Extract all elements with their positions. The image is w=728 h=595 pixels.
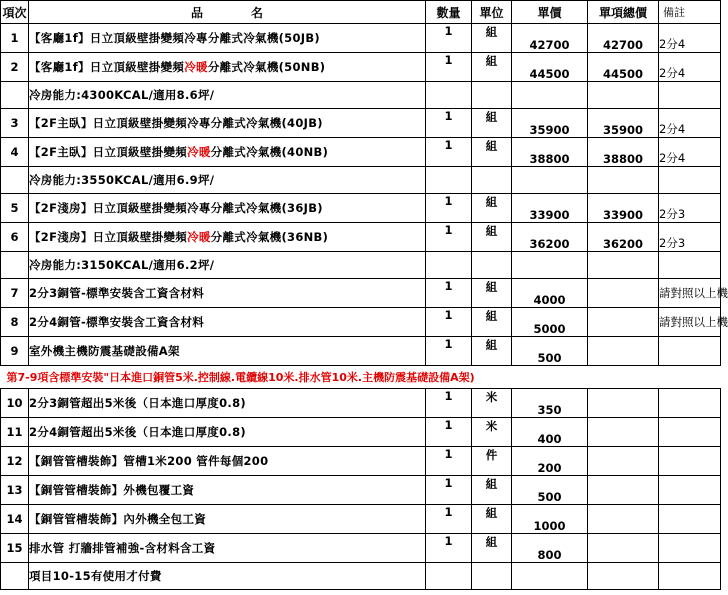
- item-note: [659, 447, 721, 476]
- item-number: 10: [1, 389, 29, 418]
- item-total: 38800: [588, 138, 659, 167]
- item-name-suffix: 冷專分離式冷氣機(36JB): [187, 201, 323, 215]
- item-name-prefix: 【2F主臥】日立頂級壁掛變頻: [29, 116, 188, 130]
- item-note: 2分4: [659, 109, 721, 138]
- spec-empty-cell: [512, 252, 588, 279]
- item-qty: 1: [426, 505, 472, 534]
- spec-empty-cell: [426, 167, 472, 194]
- item-price: 36200: [512, 223, 588, 252]
- item-price: 200: [512, 447, 588, 476]
- item-unit: 組: [472, 24, 512, 53]
- item-name-suffix: 冷專分離式冷氣機(40JB): [187, 116, 323, 130]
- table-row: [1, 418, 721, 447]
- spec-row: [1, 167, 721, 194]
- item-name-prefix: 【客廳1f】日立頂級壁掛變頻: [29, 31, 185, 45]
- item-price: 5000: [512, 308, 588, 337]
- item-name: [29, 389, 426, 418]
- item-number: 7: [1, 279, 29, 308]
- item-name-prefix: 【銅管管槽裝飾】管槽1米200 管件每個200: [29, 454, 269, 468]
- header-price: 單價: [512, 1, 588, 24]
- item-price: 44500: [512, 53, 588, 82]
- item-name: [29, 223, 426, 252]
- spec-empty-cell: [426, 252, 472, 279]
- table-row: [1, 447, 721, 476]
- item-name: [29, 418, 426, 447]
- item-note: [659, 418, 721, 447]
- item-unit: 件: [472, 447, 512, 476]
- item-number: 11: [1, 418, 29, 447]
- item-name-highlight: 冷暖: [187, 145, 211, 159]
- spec-empty-cell: [588, 252, 659, 279]
- red-note-row: [1, 366, 721, 389]
- item-name-suffix: 分離式冷氣機(36NB): [210, 230, 329, 244]
- item-note: 2分4: [659, 24, 721, 53]
- item-name-prefix: 【客廳1f】日立頂級壁掛變頻: [29, 60, 185, 74]
- item-name: [29, 109, 426, 138]
- item-name-highlight: 冷暖: [187, 230, 211, 244]
- spec-row: [1, 563, 721, 590]
- item-name-suffix: 冷專分離式冷氣機(50JB): [184, 31, 320, 45]
- item-unit: 組: [472, 505, 512, 534]
- item-price: 500: [512, 476, 588, 505]
- red-note: 第7-9項含標準安裝"日本進口銅管5米.控制線.電纜線10米.排水管10米.主機防震基礎設備A架): [6, 371, 475, 384]
- header-name: [29, 1, 426, 24]
- item-total: [588, 279, 659, 308]
- table-row: [1, 337, 721, 366]
- item-name-prefix: 2分4銅管超出5米後（日本進口厚度0.8): [29, 425, 246, 439]
- table-row: [1, 138, 721, 167]
- item-name: [29, 24, 426, 53]
- item-price: 800: [512, 534, 588, 563]
- item-name: [29, 138, 426, 167]
- spec-text: 項目10-15有使用才付費: [29, 563, 426, 590]
- item-name: [29, 534, 426, 563]
- item-name-prefix: 【2F主臥】日立頂級壁掛變頻: [29, 145, 188, 159]
- header-total: 單項總價: [588, 1, 659, 24]
- item-name-prefix: 【銅管管槽裝飾】外機包覆工資: [29, 483, 195, 497]
- table-row: [1, 476, 721, 505]
- spec-empty-cell: [426, 82, 472, 109]
- item-number: 15: [1, 534, 29, 563]
- item-price: 4000: [512, 279, 588, 308]
- item-note: [659, 534, 721, 563]
- table-row: [1, 24, 721, 53]
- item-note: 2分4: [659, 138, 721, 167]
- item-total: 44500: [588, 53, 659, 82]
- item-number: 4: [1, 138, 29, 167]
- item-note: 2分3: [659, 223, 721, 252]
- item-price: 500: [512, 337, 588, 366]
- item-number: 14: [1, 505, 29, 534]
- item-unit: 組: [472, 534, 512, 563]
- item-unit: 組: [472, 223, 512, 252]
- item-price: 1000: [512, 505, 588, 534]
- item-qty: 1: [426, 194, 472, 223]
- spec-empty-no: [1, 82, 29, 109]
- item-price: 38800: [512, 138, 588, 167]
- item-total: [588, 308, 659, 337]
- item-qty: 1: [426, 24, 472, 53]
- spec-empty-cell: [472, 563, 512, 590]
- item-name-prefix: 【2F淺房】日立頂級壁掛變頻: [29, 230, 188, 244]
- item-number: 1: [1, 24, 29, 53]
- item-price: 33900: [512, 194, 588, 223]
- item-qty: 1: [426, 447, 472, 476]
- item-name-prefix: 【銅管管槽裝飾】內外機全包工資: [29, 512, 206, 526]
- item-note: [659, 505, 721, 534]
- spec-empty-no: [1, 563, 29, 590]
- spec-empty-cell: [659, 167, 721, 194]
- table-row: [1, 308, 721, 337]
- item-name-prefix: 【2F淺房】日立頂級壁掛變頻: [29, 201, 188, 215]
- item-unit: 組: [472, 109, 512, 138]
- item-qty: 1: [426, 476, 472, 505]
- table-row: [1, 534, 721, 563]
- spec-empty-cell: [472, 167, 512, 194]
- spec-empty-cell: [512, 563, 588, 590]
- spec-text: 冷房能力:4300KCAL/適用8.6坪/: [29, 82, 426, 109]
- spec-text: 冷房能力:3150KCAL/適用6.2坪/: [29, 252, 426, 279]
- spec-text: 冷房能力:3550KCAL/適用6.9坪/: [29, 167, 426, 194]
- item-total: 42700: [588, 24, 659, 53]
- item-qty: 1: [426, 138, 472, 167]
- item-number: 9: [1, 337, 29, 366]
- item-unit: 組: [472, 337, 512, 366]
- item-total: [588, 418, 659, 447]
- item-qty: 1: [426, 109, 472, 138]
- item-name-suffix: 分離式冷氣機(40NB): [210, 145, 329, 159]
- item-unit: 組: [472, 53, 512, 82]
- item-unit: 組: [472, 138, 512, 167]
- item-price: 400: [512, 418, 588, 447]
- item-note: 2分3: [659, 194, 721, 223]
- item-total: 35900: [588, 109, 659, 138]
- item-name: [29, 505, 426, 534]
- header-note: 備註: [659, 1, 721, 24]
- item-unit: 組: [472, 476, 512, 505]
- item-total: 33900: [588, 194, 659, 223]
- item-qty: 1: [426, 308, 472, 337]
- table-row: [1, 505, 721, 534]
- item-qty: 1: [426, 534, 472, 563]
- table-row: [1, 279, 721, 308]
- item-price: 35900: [512, 109, 588, 138]
- item-qty: 1: [426, 53, 472, 82]
- spec-empty-cell: [659, 82, 721, 109]
- spec-empty-cell: [472, 252, 512, 279]
- item-unit: 組: [472, 194, 512, 223]
- item-total: [588, 337, 659, 366]
- item-name-highlight: 冷暖: [184, 60, 208, 74]
- item-unit: 米: [472, 389, 512, 418]
- spec-empty-cell: [426, 563, 472, 590]
- spec-empty-cell: [512, 82, 588, 109]
- spec-empty-cell: [659, 563, 721, 590]
- table-row: [1, 194, 721, 223]
- item-unit: 組: [472, 308, 512, 337]
- item-total: [588, 389, 659, 418]
- item-name: [29, 308, 426, 337]
- item-name-prefix: 排水管 打牆排管補強-含材料含工資: [29, 541, 216, 555]
- spec-empty-cell: [588, 563, 659, 590]
- header-name-b: 名: [250, 5, 263, 20]
- item-name-prefix: 2分4銅管-標準安裝含工資含材料: [29, 315, 205, 329]
- item-note-small: 請對照以上機: [659, 308, 721, 337]
- header-unit: 單位: [472, 1, 512, 24]
- item-name-prefix: 2分3銅管-標準安裝含工資含材料: [29, 286, 205, 300]
- spec-row: [1, 82, 721, 109]
- item-name-suffix: 分離式冷氣機(50NB): [207, 60, 326, 74]
- header-qty: 數量: [426, 1, 472, 24]
- item-number: 6: [1, 223, 29, 252]
- spec-empty-cell: [659, 252, 721, 279]
- item-total: [588, 505, 659, 534]
- item-name: [29, 279, 426, 308]
- item-qty: 1: [426, 389, 472, 418]
- table-row: [1, 109, 721, 138]
- item-number: 12: [1, 447, 29, 476]
- spec-empty-cell: [588, 82, 659, 109]
- spec-empty-cell: [512, 167, 588, 194]
- header-no: 項次: [1, 1, 29, 24]
- spec-empty-no: [1, 167, 29, 194]
- item-qty: 1: [426, 279, 472, 308]
- item-total: [588, 476, 659, 505]
- item-qty: 1: [426, 223, 472, 252]
- item-total: [588, 534, 659, 563]
- item-name-prefix: 室外機主機防震基礎設備A架: [29, 344, 180, 358]
- item-note: [659, 476, 721, 505]
- table-row: [1, 389, 721, 418]
- item-unit: 米: [472, 418, 512, 447]
- spec-row: [1, 252, 721, 279]
- item-number: 3: [1, 109, 29, 138]
- item-name: [29, 194, 426, 223]
- item-qty: 1: [426, 337, 472, 366]
- item-name: [29, 447, 426, 476]
- spec-empty-cell: [472, 82, 512, 109]
- item-name: [29, 53, 426, 82]
- spec-empty-cell: [588, 167, 659, 194]
- item-note-small: 請對照以上機: [659, 279, 721, 308]
- item-unit: 組: [472, 279, 512, 308]
- item-price: 350: [512, 389, 588, 418]
- item-number: 8: [1, 308, 29, 337]
- item-note: [659, 337, 721, 366]
- item-qty: 1: [426, 418, 472, 447]
- table-row: [1, 53, 721, 82]
- item-number: 13: [1, 476, 29, 505]
- header-name-a: 品: [190, 5, 203, 20]
- item-note: [659, 389, 721, 418]
- spec-empty-no: [1, 252, 29, 279]
- item-note: 2分4: [659, 53, 721, 82]
- item-total: 36200: [588, 223, 659, 252]
- item-name-prefix: 2分3銅管超出5米後（日本進口厚度0.8): [29, 396, 246, 410]
- item-price: 42700: [512, 24, 588, 53]
- item-number: 5: [1, 194, 29, 223]
- item-name: [29, 476, 426, 505]
- table-row: [1, 223, 721, 252]
- header-row: [1, 1, 721, 24]
- table-body: [1, 24, 728, 590]
- item-name: [29, 337, 426, 366]
- item-number: 2: [1, 53, 29, 82]
- item-total: [588, 447, 659, 476]
